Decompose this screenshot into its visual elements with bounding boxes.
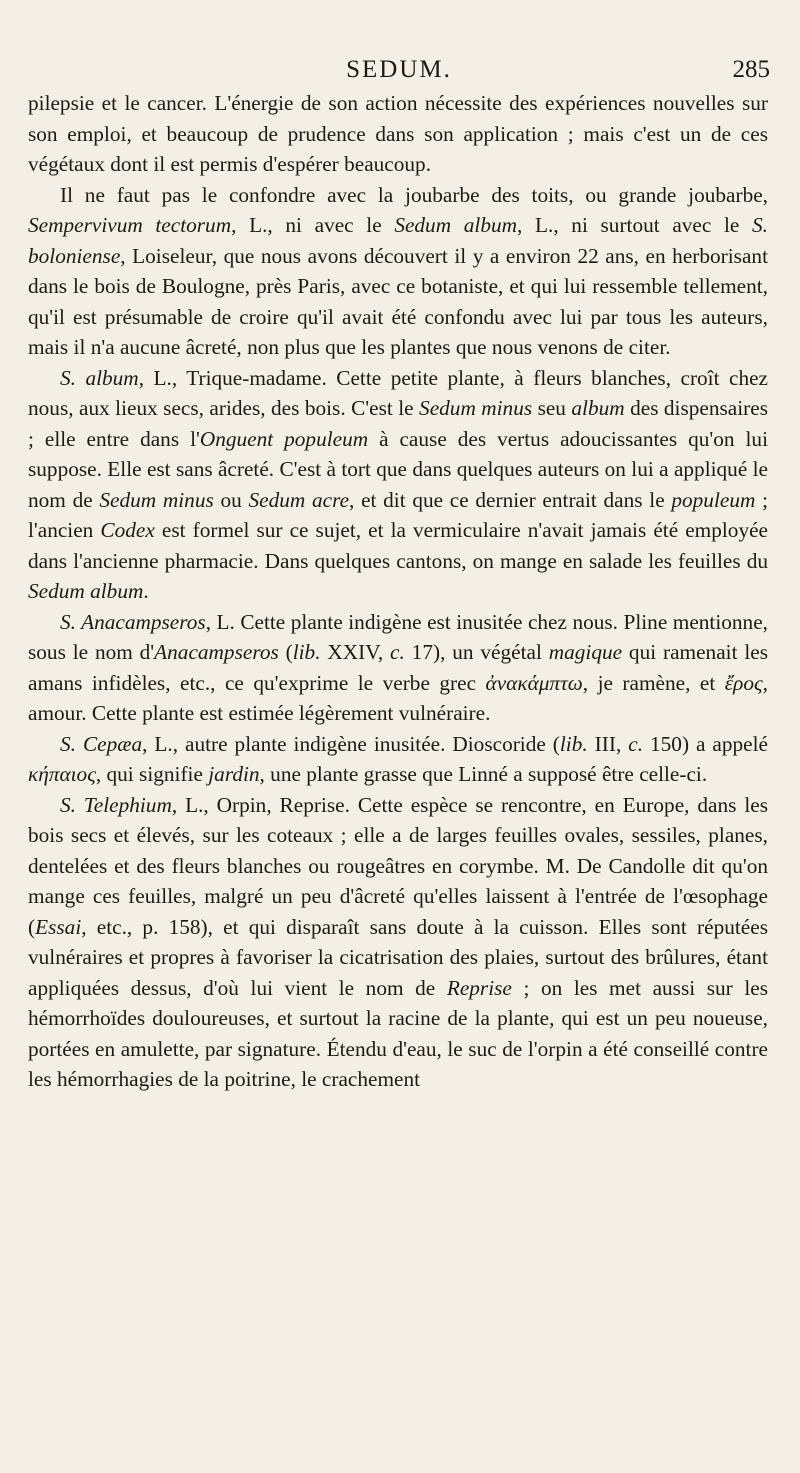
text-run: 150) a appelé bbox=[643, 731, 768, 756]
paragraph bbox=[28, 790, 768, 1095]
italic-text: ἀνακάμπτω bbox=[485, 670, 583, 695]
paragraph bbox=[28, 729, 768, 790]
italic-text: S. Anacampseros bbox=[60, 609, 206, 634]
text-run: , L., ni surtout avec le bbox=[517, 213, 753, 237]
text-run: ( bbox=[278, 640, 293, 664]
text-run: , L., Trique-madame. Cette petite plante, à fleurs blanches, croît chez nous, aux lieux secs, arides, des bois. C'est le bbox=[28, 365, 768, 420]
text-run: Il ne faut pas le confondre avec la joubarbe des toits, ou grande joubarbe, bbox=[60, 182, 768, 207]
text-run: , etc., p. 158), et qui disparaît sans doute à la cuisson. Elles sont réputées vulnéraires et propres à favoriser la cicatrisation des plaies, surtout des brûlures, étant appliquées dessus, d'où lui vient le nom de bbox=[28, 914, 768, 1000]
text-run: ; l'ancien bbox=[28, 487, 768, 542]
text-run: 17), un végétal bbox=[404, 640, 549, 664]
italic-text: lib. bbox=[292, 640, 321, 664]
text-run: des dispensaires ; elle entre dans l' bbox=[28, 396, 769, 451]
paragraph bbox=[28, 180, 768, 363]
text-run: seu bbox=[532, 396, 572, 420]
text-run: , L. Cette plante indigène est inusitée chez nous. Pline mentionne, sous le nom d' bbox=[28, 609, 768, 664]
text-run: , amour. Cette plante est estimée légèrement vulnéraire. bbox=[28, 670, 768, 725]
italic-text: Sedum album bbox=[394, 213, 517, 237]
text-run: , et dit que ce dernier entrait dans le bbox=[349, 487, 672, 512]
text-run: . bbox=[143, 579, 149, 603]
text-run: III, bbox=[587, 731, 629, 756]
text-run: ou bbox=[213, 487, 249, 512]
italic-text: c. bbox=[628, 731, 644, 756]
italic-text: Onguent populeum bbox=[199, 426, 369, 451]
text-run: , L., ni avec le bbox=[231, 213, 395, 237]
text-run: , Loiseleur, que nous avons découvert il y a environ 22 ans, en herborisant dans le bois de Boulogne, près Paris, avec ce botaniste, et qui lui ressemble tellement, qu'il est présumable de croire qu'il avait été confondu avec lui par tous les auteurs, mais il n'a aucune âcreté, non plus que les plantes que nous venons de citer. bbox=[28, 243, 768, 359]
text-run: , une plante grasse que Linné a supposé être celle-ci. bbox=[259, 762, 708, 786]
italic-text: Sedum acre bbox=[248, 487, 350, 512]
text-run: qui ramenait les amans infidèles, etc., ce qu'exprime le verbe grec bbox=[28, 640, 768, 695]
italic-text: jardin bbox=[208, 762, 260, 786]
italic-text: Reprise bbox=[446, 975, 512, 1000]
italic-text: c. bbox=[390, 640, 405, 664]
italic-text: ἔρος bbox=[724, 670, 763, 695]
italic-text: Codex bbox=[100, 518, 155, 542]
italic-text: Sempervivum tectorum bbox=[28, 213, 232, 237]
paragraph bbox=[28, 607, 768, 729]
text-run: est formel sur ce sujet, et la vermiculaire n'avait jamais été employée dans l'ancienne pharmacie. Dans quelques cantons, on mange en salade les feuilles du bbox=[28, 518, 769, 573]
italic-text: magique bbox=[548, 640, 623, 664]
italic-text: Sedum album bbox=[28, 579, 144, 603]
text-run: , L., Orpin, Reprise. Cette espèce se rencontre, en Europe, dans les bois secs et élevés, sur les coteaux ; elle a de larges feuilles ovales, sessiles, planes, dentelées et des fleurs blanches ou rougeâtres en corymbe. M. De Candolle dit qu'on mange ces feuilles, malgré un peu d'âcreté qu'elles laissent à l'entrée de l'œsophage ( bbox=[28, 792, 768, 939]
text-run: pilepsie et le cancer. L'énergie de son action nécessite des expériences nouvelles sur son emploi, et beaucoup de prudence dans son application ; mais c'est un de ces végétaux dont il est permis d'espérer beaucoup. bbox=[28, 91, 768, 176]
italic-text: Sedum minus bbox=[99, 487, 214, 512]
italic-text: κήπαιος bbox=[28, 762, 96, 786]
italic-text: S. album bbox=[60, 365, 139, 390]
italic-text: Sedum minus bbox=[419, 396, 533, 420]
running-head: SEDUM. bbox=[346, 56, 452, 83]
italic-text: S. Telephium bbox=[60, 792, 172, 817]
paragraph bbox=[28, 363, 768, 607]
italic-text: S. Cepæa bbox=[60, 731, 143, 756]
paragraph bbox=[28, 88, 768, 180]
page-header bbox=[28, 52, 770, 88]
italic-text: Essai bbox=[35, 914, 82, 939]
italic-text: Anacampseros bbox=[154, 640, 279, 664]
italic-text: lib. bbox=[559, 731, 588, 756]
italic-text: album bbox=[571, 396, 625, 420]
text-run: , qui signifie bbox=[95, 762, 209, 786]
text-run: à cause des vertus adoucissantes qu'on lui suppose. Elle est sans âcreté. C'est à tort que dans quelques auteurs on lui a appliqué le nom de bbox=[28, 426, 768, 512]
text-run: ; on les met aussi sur les hémorrhoïdes douloureuses, et surtout la racine de la plante, qui est un peu noueuse, portées en amulette, par signature. Étendu d'eau, le suc de l'orpin a été conseillé contre les hémorrhagies de la poitrine, le crachement bbox=[28, 975, 768, 1091]
text-run: , je ramène, et bbox=[582, 670, 725, 695]
text-run: XXIV, bbox=[320, 640, 391, 664]
italic-text: populeum bbox=[671, 487, 756, 512]
text-run: , L., autre plante indigène inusitée. Dioscoride ( bbox=[142, 731, 560, 756]
body-text bbox=[28, 88, 768, 1095]
italic-text: S. boloniense bbox=[28, 213, 769, 268]
page-number: 285 bbox=[732, 56, 770, 83]
